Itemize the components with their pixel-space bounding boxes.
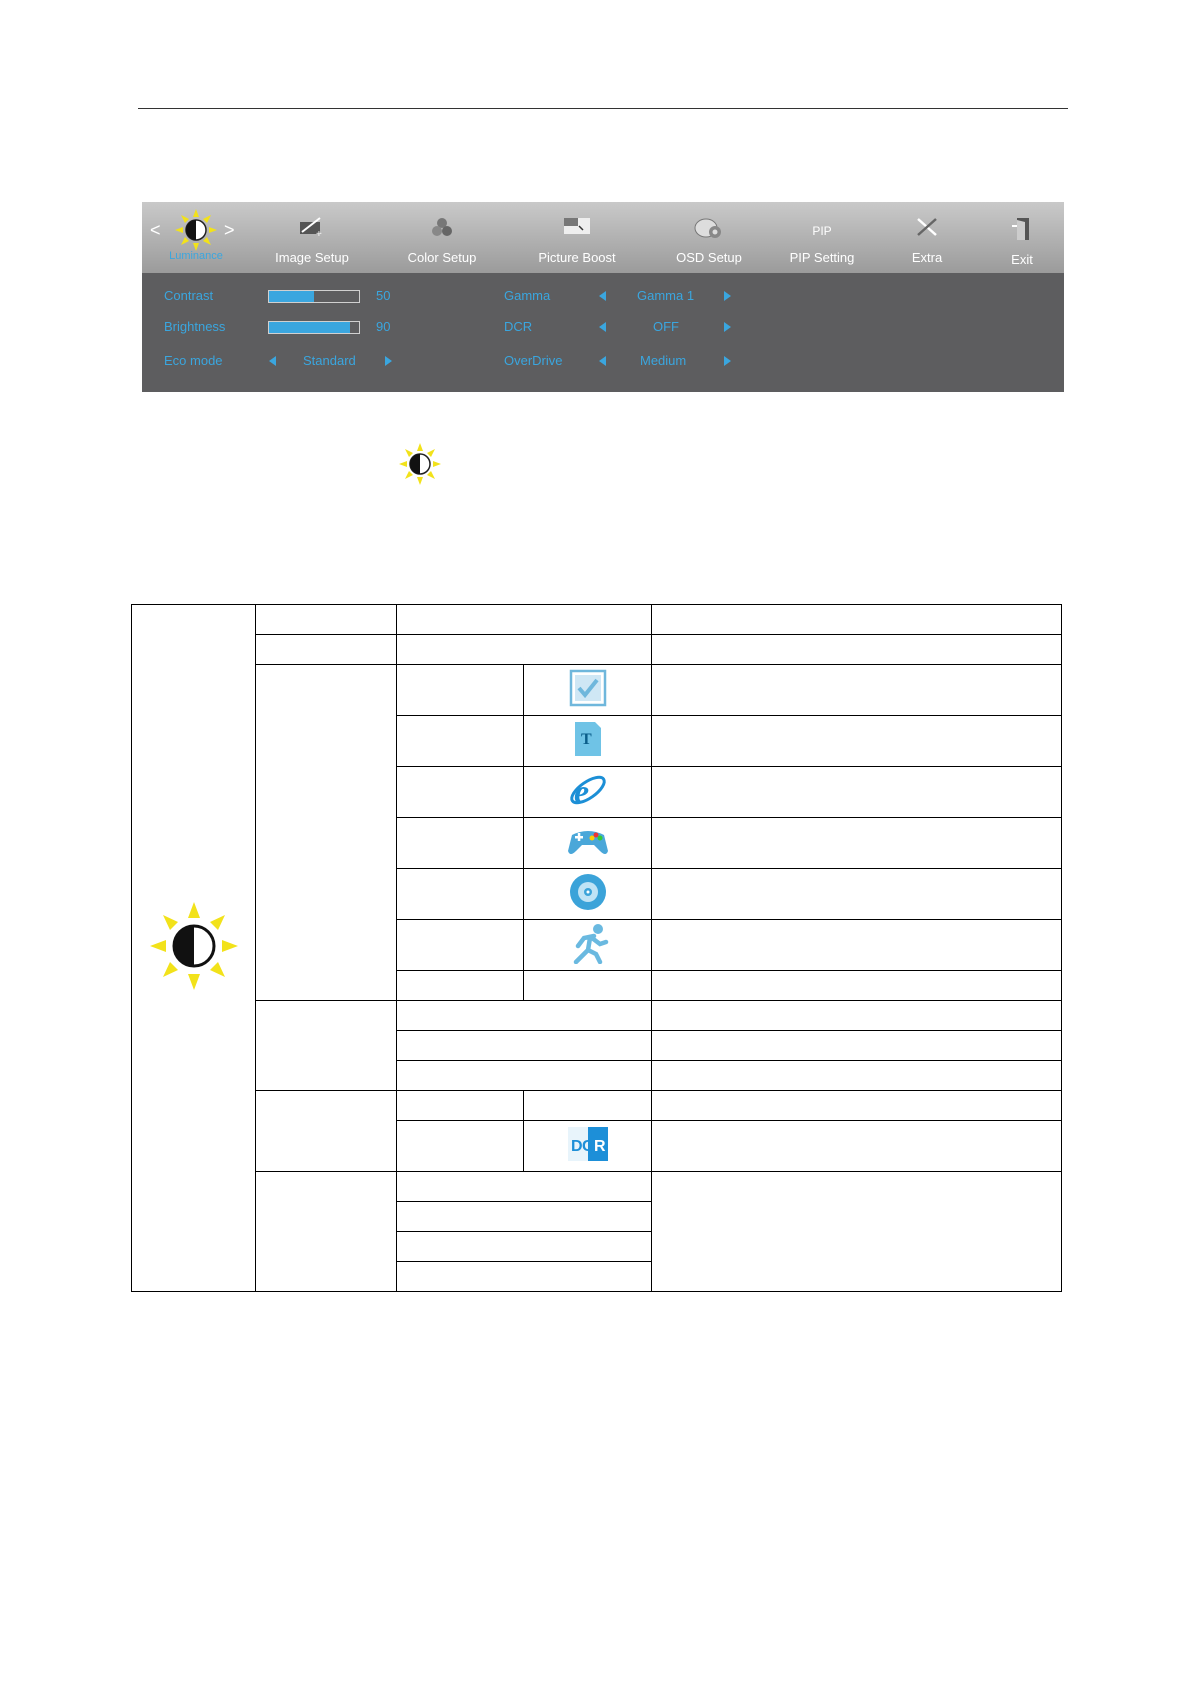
extra-tools-icon <box>915 216 939 241</box>
osd-tab-bar <box>142 202 1064 273</box>
table-cell <box>397 1001 652 1031</box>
table-cell <box>397 1172 652 1202</box>
table-cell <box>652 1061 1062 1091</box>
table-cell <box>652 818 1062 869</box>
tab-luminance-label: Luminance <box>169 250 223 262</box>
tab-extra-label: Extra <box>911 250 943 265</box>
table-cell <box>652 605 1062 635</box>
internet-explorer-icon <box>567 769 609 811</box>
tab-exit-label: Exit <box>1011 252 1033 267</box>
eco-mode-right-arrow[interactable] <box>385 356 392 366</box>
table-icon-cell <box>524 1121 652 1172</box>
tab-pip-setting[interactable] <box>762 202 882 273</box>
svg-text:D: D <box>570 1137 583 1155</box>
luminance-icon <box>398 442 442 491</box>
tab-osd-setup[interactable] <box>644 202 774 273</box>
gamepad-icon <box>566 823 610 859</box>
tab-exit[interactable] <box>987 202 1057 273</box>
osd-menu <box>142 202 1064 392</box>
table-cell <box>652 1001 1062 1031</box>
table-cell <box>652 1031 1062 1061</box>
table-cell <box>652 971 1062 1001</box>
tab-color-setup[interactable] <box>382 202 502 273</box>
table-cell <box>397 635 652 665</box>
eco-mode-left-arrow[interactable] <box>269 356 276 366</box>
next-tab-arrow[interactable]: > <box>224 220 235 240</box>
tab-extra[interactable] <box>877 202 977 273</box>
dcr-right-arrow[interactable] <box>724 322 731 332</box>
table-icon-cell <box>524 716 652 767</box>
table-cell <box>256 665 397 1001</box>
table-cell <box>397 1262 652 1292</box>
text-mode-icon <box>573 720 603 758</box>
image-setup-icon <box>298 216 326 241</box>
luminance-sun-icon <box>148 900 240 992</box>
svg-text:R: R <box>593 1137 606 1155</box>
tab-image-setup-label: Image Setup <box>275 250 349 265</box>
dcr-icon <box>567 1126 609 1162</box>
table-cell <box>256 605 397 635</box>
table-cell <box>652 920 1062 971</box>
table-cell <box>397 971 524 1001</box>
table-cell <box>652 1121 1062 1172</box>
gamma-right-arrow[interactable] <box>724 291 731 301</box>
brightness-value: 90 <box>376 319 391 334</box>
table-cell <box>397 1121 524 1172</box>
dcr-value[interactable]: OFF <box>653 319 679 334</box>
tab-luminance[interactable] <box>152 202 240 273</box>
exit-door-icon <box>1011 216 1033 245</box>
contrast-label: Contrast <box>164 288 214 303</box>
table-cell <box>652 665 1062 716</box>
table-cell <box>652 716 1062 767</box>
gamma-value[interactable]: Gamma 1 <box>637 288 695 303</box>
gamma-left-arrow[interactable] <box>599 291 606 301</box>
brightness-slider[interactable] <box>268 321 360 334</box>
pip-icon: PIP <box>812 224 832 238</box>
header-rule <box>138 108 1068 109</box>
overdrive-value[interactable]: Medium <box>640 353 687 368</box>
table-cell <box>397 665 524 716</box>
table-luminance-cell <box>132 605 256 1292</box>
table-cell <box>524 1091 652 1121</box>
eco-mode-label: Eco mode <box>164 353 223 368</box>
movie-disc-icon <box>568 872 608 912</box>
table-cell <box>256 1001 397 1091</box>
overdrive-label: OverDrive <box>504 353 563 368</box>
dcr-label: DCR <box>504 319 533 334</box>
eco-mode-value[interactable]: Standard <box>303 353 356 368</box>
sports-runner-icon <box>566 922 610 964</box>
table-icon-cell <box>524 767 652 818</box>
table-cell <box>652 767 1062 818</box>
contrast-value: 50 <box>376 288 391 303</box>
table-cell <box>256 635 397 665</box>
overdrive-right-arrow[interactable] <box>724 356 731 366</box>
table-cell <box>652 869 1062 920</box>
luminance-settings-table <box>131 604 1062 1292</box>
table-cell <box>397 1031 652 1061</box>
tab-pip-setting-label: PIP Setting <box>789 250 855 265</box>
table-cell <box>256 1091 397 1172</box>
table-cell <box>397 1232 652 1262</box>
contrast-slider[interactable] <box>268 290 360 303</box>
table-cell <box>397 920 524 971</box>
svg-text:C: C <box>581 1137 594 1155</box>
gamma-label: Gamma <box>504 288 551 303</box>
tab-picture-boost[interactable] <box>512 202 642 273</box>
table-cell <box>397 1091 524 1121</box>
table-cell <box>256 1172 397 1292</box>
dcr-left-arrow[interactable] <box>599 322 606 332</box>
table-cell <box>652 1172 1062 1292</box>
table-cell <box>397 1061 652 1091</box>
svg-text:+: + <box>316 229 322 238</box>
table-icon-cell <box>524 869 652 920</box>
tab-color-setup-label: Color Setup <box>407 250 477 265</box>
table-icon-cell <box>524 818 652 869</box>
table-cell <box>397 869 524 920</box>
svg-text:e: e <box>573 773 589 811</box>
picture-boost-icon <box>563 216 591 239</box>
color-setup-icon <box>430 216 454 241</box>
table-cell <box>397 716 524 767</box>
overdrive-left-arrow[interactable] <box>599 356 606 366</box>
brightness-label: Brightness <box>164 319 226 334</box>
tab-image-setup[interactable] <box>252 202 372 273</box>
table-cell <box>652 1091 1062 1121</box>
tab-picture-boost-label: Picture Boost <box>538 250 616 265</box>
table-cell <box>397 605 652 635</box>
osd-setup-icon <box>694 216 724 243</box>
table-cell <box>524 971 652 1001</box>
table-cell <box>397 818 524 869</box>
table-cell <box>397 767 524 818</box>
table-icon-cell <box>524 920 652 971</box>
table-cell <box>652 635 1062 665</box>
table-icon-cell <box>524 665 652 716</box>
standard-check-icon <box>569 669 607 707</box>
svg-text:T: T <box>580 730 592 748</box>
prev-tab-arrow[interactable]: < <box>150 220 161 240</box>
table-cell <box>397 1202 652 1232</box>
tab-osd-setup-label: OSD Setup <box>676 250 742 265</box>
